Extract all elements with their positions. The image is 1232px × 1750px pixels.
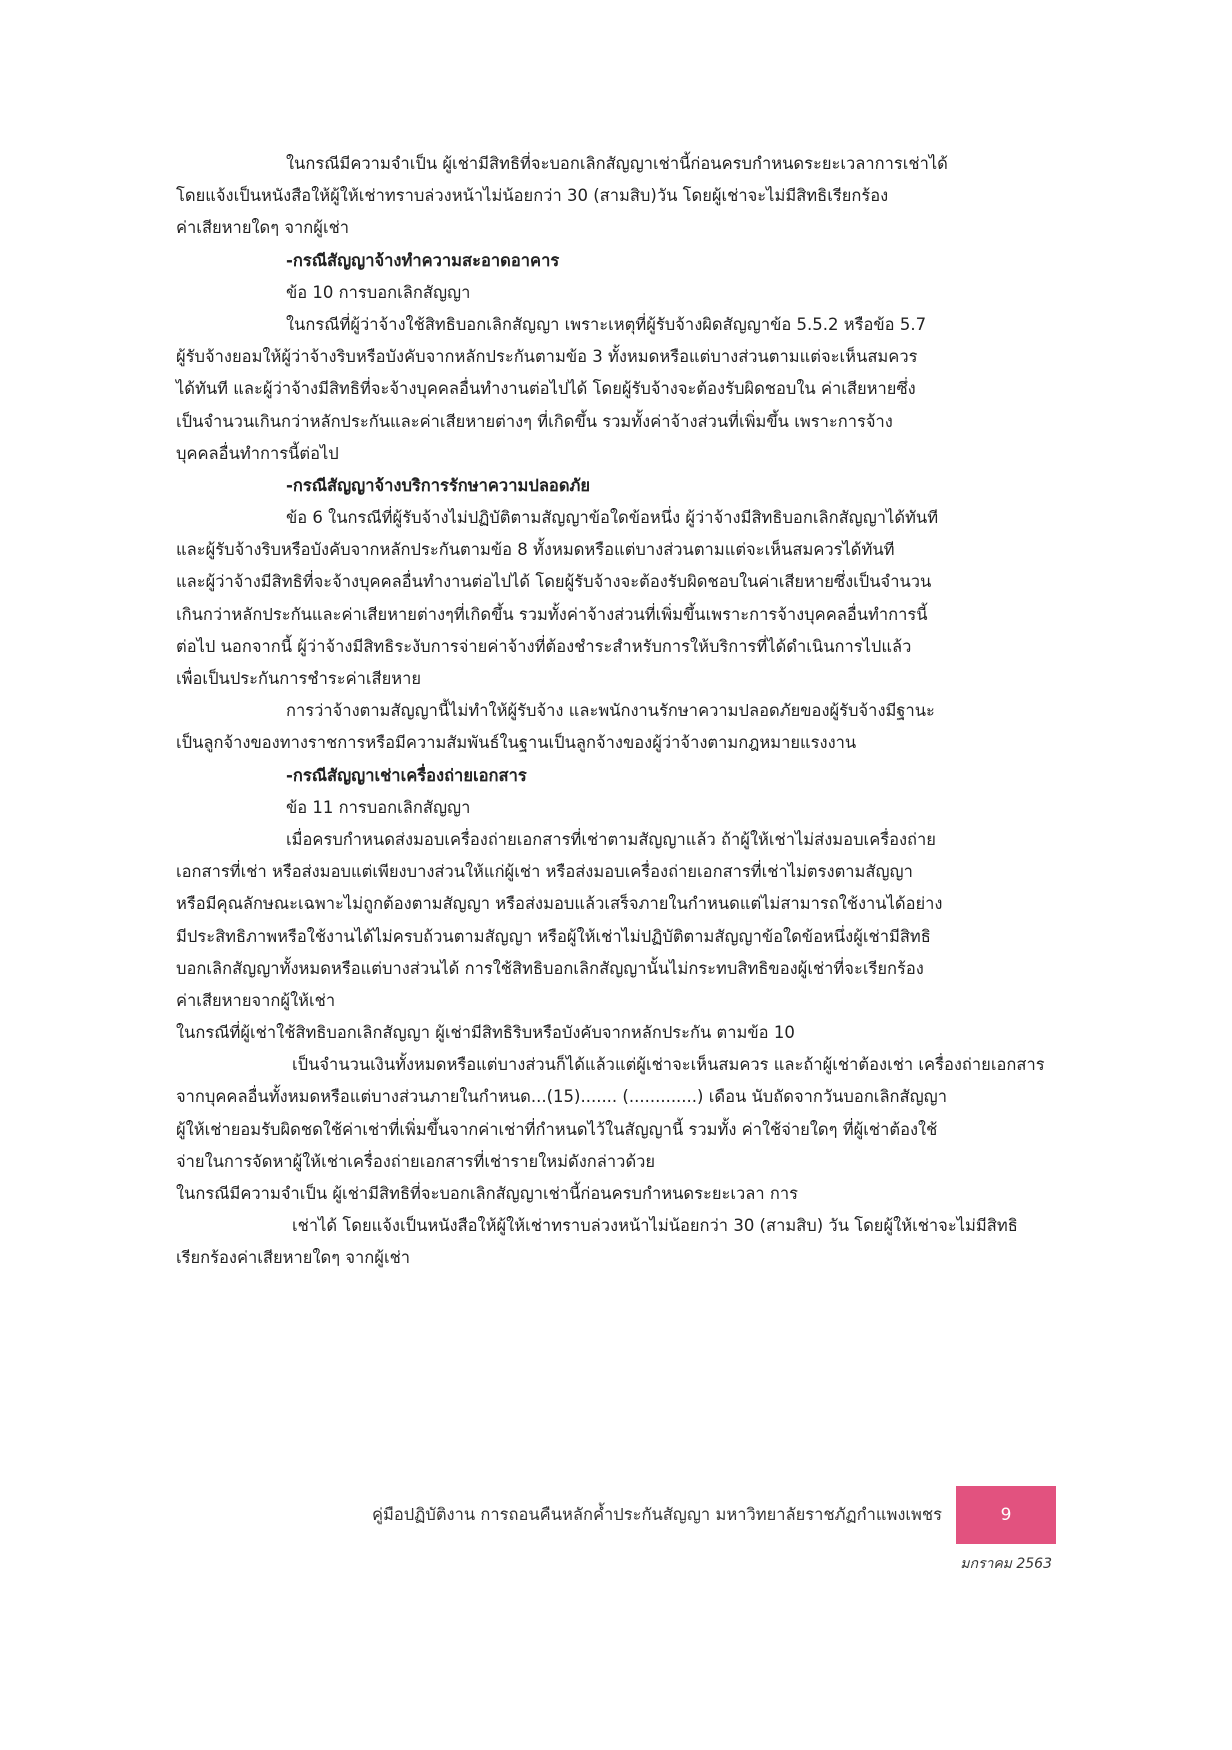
text-line: หรือมีคุณลักษณะเฉพาะไม่ถูกต้องตามสัญญา หรือส่งมอบแล้วเสร็จภายในกำหนดแต่ไม่สามารถใช้งานได้อย่าง [176,894,943,914]
text-line: ได้ทันที และผู้ว่าจ้างมีสิทธิที่จะจ้างบุคคลอื่นทำงานต่อไปได้ โดยผู้รับจ้างจะต้องรับผิดชอบใน ค่าเสียหายซึ่ง [176,379,916,399]
text-line: มีประสิทธิภาพหรือใช้งานได้ไม่ครบถ้วนตามสัญญา หรือผู้ให้เช่าไม่ปฏิบัติตามสัญญาข้อใดข้อหนึ่งผู้เช่ามีสิทธิ [176,926,931,946]
text-line: เกินกว่าหลักประกันและค่าเสียหายต่างๆที่เกิดขึ้น รวมทั้งค่าจ้างส่วนที่เพิ่มขึ้นเพราะการจ้างบุคคลอื่นทำการนี้ [176,604,928,624]
footer-title: คู่มือปฏิบัติงาน การถอนคืนหลักค้ำประกันสัญญา มหาวิทยาลัยราชภัฏกำแพงเพชร [371,1505,942,1524]
text-line: ในกรณีมีความจำเป็น ผู้เช่ามีสิทธิที่จะบอกเลิกสัญญาเช่านี้ก่อนครบกำหนดระยะเวลา การ [176,1184,798,1203]
text-line: และผู้รับจ้างริบหรือบังคับจากหลักประกันตามข้อ 8 ทั้งหมดหรือแต่บางส่วนตามแต่จะเห็นสมควรได้ทันที [176,540,895,560]
section-heading: -กรณีสัญญาเช่าเครื่องถ่ายเอกสาร [286,765,527,785]
text-line: เป็นจำนวนเกินกว่าหลักประกันและค่าเสียหายต่างๆ ที่เกิดขึ้น รวมทั้งค่าจ้างส่วนที่เพิ่มขึ้น เพราะการจ้าง [176,411,893,431]
clause-title: ข้อ 11 การบอกเลิกสัญญา [286,797,471,817]
text-line: ค่าเสียหายใดๆ จากผู้เช่า [176,218,350,238]
text-line: เรียกร้องค่าเสียหายใดๆ จากผู้เช่า [176,1248,411,1268]
text-line: ค่าเสียหายจากผู้ให้เช่า [176,990,336,1010]
text-line: ต่อไป นอกจากนี้ ผู้ว่าจ้างมีสิทธิระงับการจ่ายค่าจ้างที่ต้องชำระสำหรับการให้บริการที่ได้ดำเนินการไปแล้ว [176,636,912,656]
text-line: เมื่อครบกำหนดส่งมอบเครื่องถ่ายเอกสารที่เช่าตามสัญญาแล้ว ถ้าผู้ให้เช่าไม่ส่งมอบเครื่องถ่าย [286,829,936,849]
text-line: ในกรณีที่ผู้เช่าใช้สิทธิบอกเลิกสัญญา ผู้เช่ามีสิทธิริบหรือบังคับจากหลักประกัน ตามข้อ 10 [176,1023,795,1043]
page-number-badge: 9 [956,1486,1056,1544]
text-line: เอกสารที่เช่า หรือส่งมอบแต่เพียงบางส่วนให้แก่ผู้เช่า หรือส่งมอบเครื่องถ่ายเอกสารที่เช่าไม่ตรงตามสัญญา [176,862,913,882]
text-line: ผู้รับจ้างยอมให้ผู้ว่าจ้างริบหรือบังคับจากหลักประกันตามข้อ 3 ทั้งหมดหรือแต่บางส่วนตามแต่จะเห็นสมควร [176,347,918,367]
text-line: โดยแจ้งเป็นหนังสือให้ผู้ให้เช่าทราบล่วงหน้าไม่น้อยกว่า 30 (สามสิบ)วัน โดยผู้เช่าจะไม่มีสิทธิเรียกร้อง [176,186,889,206]
text-line [176,1275,1058,1307]
clause-title: ข้อ 10 การบอกเลิกสัญญา [286,282,471,302]
text-line: และผู้ว่าจ้างมีสิทธิที่จะจ้างบุคคลอื่นทำงานต่อไปได้ โดยผู้รับจ้างจะต้องรับผิดชอบในค่าเสียหายซึ่งเป็นจำนวน [176,572,932,592]
text-line: เป็นจำนวนเงินทั้งหมดหรือแต่บางส่วนก็ได้แล้วแต่ผู้เช่าจะเห็นสมควร และถ้าผู้เช่าต้องเช่า เครื่องถ่ายเอกสาร [292,1055,1045,1075]
text-line: เป็นลูกจ้างของทางราชการหรือมีความสัมพันธ์ในฐานเป็นลูกจ้างของผู้ว่าจ้างตามกฎหมายแรงงาน [176,733,857,753]
text-line: จากบุคคลอื่นทั้งหมดหรือแต่บางส่วนภายในกำหนด...(15)....... (.............) เดือน นับถัดจากวันบอกเลิกสัญญา [176,1087,948,1107]
section-heading: -กรณีสัญญาจ้างทำความสะอาดอาคาร [286,250,560,270]
text-line: บอกเลิกสัญญาทั้งหมดหรือแต่บางส่วนได้ การใช้สิทธิบอกเลิกสัญญานั้นไม่กระทบสิทธิของผู้เช่าที่จะเรียกร้อง [176,958,924,978]
text-line: ข้อ 6 ในกรณีที่ผู้รับจ้างไม่ปฏิบัติตามสัญญาข้อใดข้อหนึ่ง ผู้ว่าจ้างมีสิทธิบอกเลิกสัญญาได้ทันที [286,508,939,528]
text-line: บุคคลอื่นทำการนี้ต่อไป [176,443,339,463]
text-line: จ่ายในการจัดหาผู้ให้เช่าเครื่องถ่ายเอกสารที่เช่ารายใหม่ดังกล่าวด้วย [176,1151,656,1171]
section-heading: -กรณีสัญญาจ้างบริการรักษาความปลอดภัย [286,475,591,495]
text-line: ผู้ให้เช่ายอมรับผิดชดใช้ค่าเช่าที่เพิ่มขึ้นจากค่าเช่าที่กำหนดไว้ในสัญญานี้ รวมทั้ง ค่าใช้จ่ายใดๆ ที่ผู้เช่าต้องใช้ [176,1119,938,1139]
text-line: ในกรณีที่ผู้ว่าจ้างใช้สิทธิบอกเลิกสัญญา เพราะเหตุที่ผู้รับจ้างผิดสัญญาข้อ 5.5.2 หรือข้อ 5.7 [286,314,927,334]
text-line: การว่าจ้างตามสัญญานี้ไม่ทำให้ผู้รับจ้าง และพนักงานรักษาความปลอดภัยของผู้รับจ้างมีฐานะ [286,701,935,721]
text-line: ในกรณีมีความจำเป็น ผู้เช่ามีสิทธิที่จะบอกเลิกสัญญาเช่านี้ก่อนครบกำหนดระยะเวลาการเช่าได้ [286,154,948,173]
body-text [176,148,1058,1307]
text-line: เช่าได้ โดยแจ้งเป็นหนังสือให้ผู้ให้เช่าทราบล่วงหน้าไม่น้อยกว่า 30 (สามสิบ) วัน โดยผู้ให้เช่าจะไม่มีสิทธิ [292,1216,1018,1236]
footer-date: มกราคม 2563 [960,1556,1052,1572]
text-line: เพื่อเป็นประกันการชำระค่าเสียหาย [176,669,422,688]
